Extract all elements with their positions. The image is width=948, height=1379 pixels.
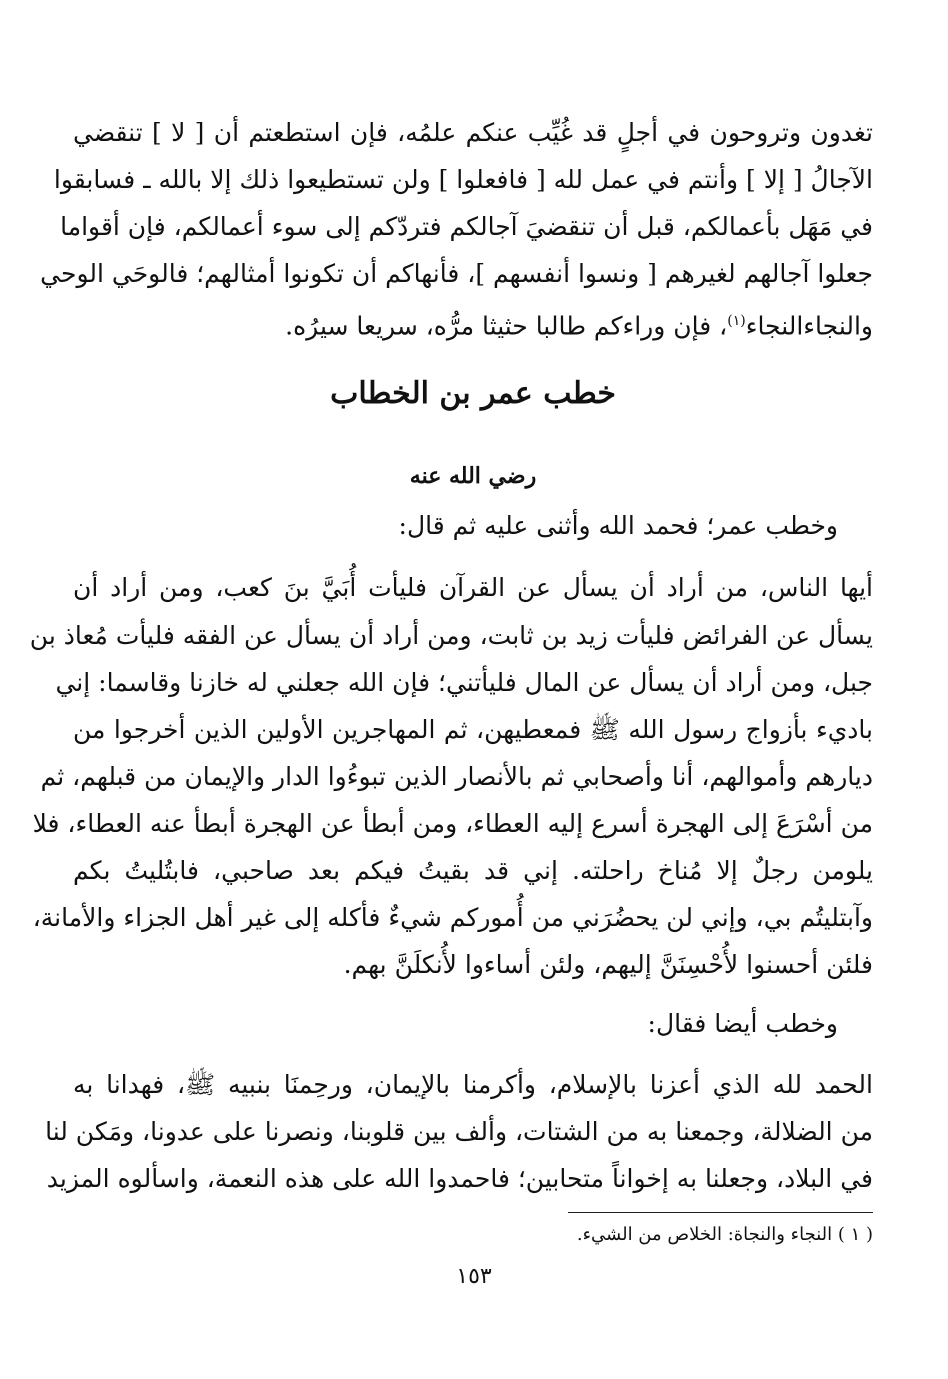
footnote-marker: (١)	[727, 313, 746, 329]
section-heading: خطب عمر بن الخطاب	[330, 376, 616, 411]
text-line: ديارهم وأموالهم، أنا وأصحابي ثم بالأنصار الذين تبوءُوا الدار والإيمان من قبلهم، ثم	[40, 762, 873, 791]
text-line: الآجالُ [ إلا ] وأنتم في عمل لله [ فافعلوا ] ولن تستطيعوا ذلك إلا بالله ـ فسابقوا	[53, 165, 873, 194]
text-line: وآبتليتُم بي، وإني لن يحضُرَني من أُموركم شيءٌ فأكله إلى غير أهل الجزاء والأمانة،	[32, 903, 873, 932]
section-subheading: رضي الله عنه	[409, 463, 537, 489]
text-line: يلومن رجلٌ إلا مُناخ راحلته. إني قد بقيتُ فيكم بعد صاحبي، فابتُليتُ بكم	[73, 856, 873, 885]
text-segment: ، فإن وراءكم طالبا حثيثا مرُّه، سريعا سيرُه.	[285, 311, 728, 341]
text-line: في البلاد، وجعلنا به إخواناً متحابين؛ فاحمدوا الله على هذه النعمة، واسألوه المزيد	[46, 1164, 873, 1193]
text-line: باديء بأزواج رسول الله ﷺ فمعطيهن، ثم المهاجرين الأولين الذين أخرجوا من	[73, 715, 873, 744]
text-line: يسأل عن الفرائض فليأت زيد بن ثابت، ومن أراد أن يسأل عن الفقه فليأت مُعاذ بن	[29, 621, 873, 650]
intro-line: وخطب عمر؛ فحمد الله وأثنى عليه ثم قال:	[398, 511, 838, 540]
text-line: فلئن أحسنوا لأُحْسِنَنَّ إليهم، ولئن أساءوا لأُنكلَنَّ بهم.	[343, 950, 873, 979]
text-line	[73, 301, 873, 346]
text-segment: والنجاءالنجاء	[745, 311, 873, 341]
footnote-divider	[568, 1212, 873, 1213]
text-line: الحمد لله الذي أعزنا بالإسلام، وأكرمنا بالإيمان، ورحِمنَا بنبيه ﷺ، فهدانا به	[73, 1070, 873, 1099]
text-line: تغدون وتروحون في أجلٍ قد غُيِّب عنكم علمُه، فإن استطعتم أن [ لا ] تنقضي	[73, 118, 873, 147]
text-line: جعلوا آجالهم لغيرهم [ ونسوا أنفسهم ]، فأنهاكم أن تكونوا أمثالهم؛ فالوحَي الوحي	[40, 259, 873, 288]
footnote: ( ١ ) النجاء والنجاة: الخلاص من الشيء.	[576, 1224, 873, 1245]
page-number: ١٥٣	[456, 1264, 492, 1289]
text-line: في مَهَل بأعمالكم، قبل أن تنقضيَ آجالكم فتردّكم إلى سوء أعمالكم، فإن أقواما	[60, 212, 873, 241]
intro-line: وخطب أيضا فقال:	[647, 1009, 838, 1038]
text-line: من الضلالة، وجمعنا به من الشتات، وألف بين قلوبنا، ونصرنا على عدونا، ومَكن لنا	[45, 1117, 873, 1146]
text-line: جبل، ومن أراد أن يسأل عن المال فليأتني؛ فإن الله جعلني له خازنا وقاسما: إني	[55, 668, 873, 697]
text-line: من أسْرَعَ إلى الهجرة أسرع إليه العطاء، ومن أبطأ عن الهجرة أبطأ عنه العطاء، فلا	[32, 809, 873, 838]
text-line: أيها الناس، من أراد أن يسأل عن القرآن فليأت أُبَيَّ بنَ كعب، ومن أراد أن	[73, 573, 873, 602]
